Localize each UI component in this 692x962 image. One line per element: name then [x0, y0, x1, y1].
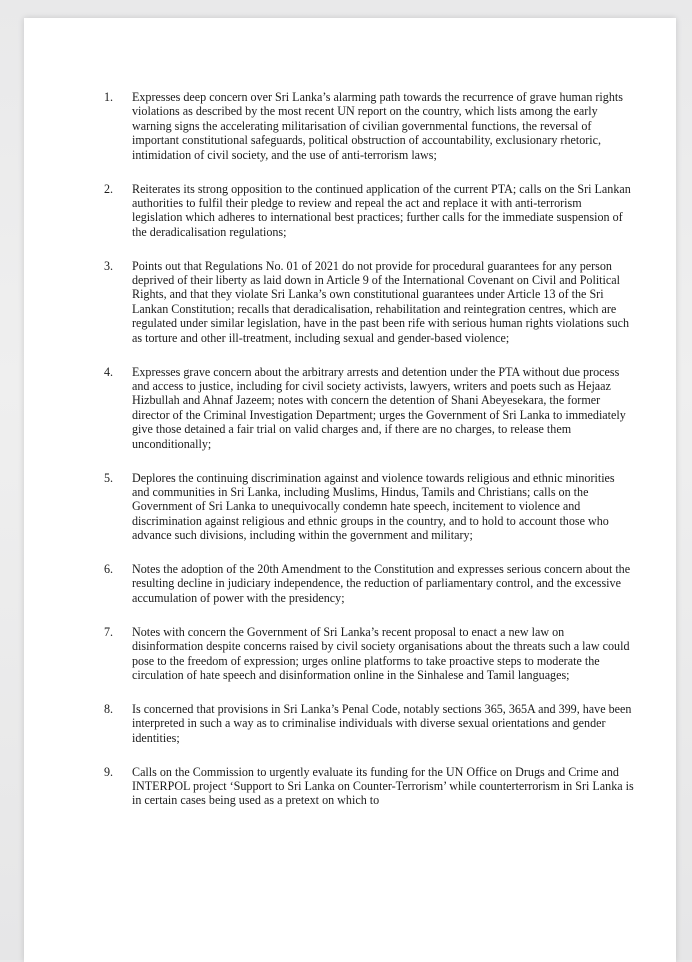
- item-number: 2.: [104, 181, 114, 196]
- list-item: [104, 625, 634, 683]
- list-item: [104, 182, 634, 240]
- list-item: [104, 365, 634, 451]
- resolution-paragraph-list: [104, 90, 634, 827]
- item-text: Notes the adoption of the 20th Amendment to the Constitution and expresses serious concern about the resulting decline in judiciary independence, the reduction of parliamentary control, and the excessive accumulation of power with the presidency;: [132, 562, 631, 605]
- list-item: [104, 90, 634, 162]
- list-item: [104, 765, 634, 808]
- item-text: Calls on the Commission to urgently evaluate its funding for the UN Office on Drugs and Crime and INTERPOL project ‘Support to Sri Lanka on Counter-Terrorism’ while counterterrorism in Sri Lanka is in certain cases being used as a pretext on which to: [132, 764, 634, 808]
- list-item: [104, 562, 634, 605]
- item-number: 7.: [104, 624, 114, 639]
- document-page: [24, 18, 676, 962]
- item-number: 4.: [104, 364, 114, 379]
- item-text: Notes with concern the Government of Sri Lanka’s recent proposal to enact a new law on disinformation despite concerns raised by civil society organisations about the threats such a law could pose to the freedom of expression; urges online platforms to take proactive steps to moderate the circulation of hate speech and disinformation online in the Sinhalese and Tamil languages;: [132, 624, 630, 682]
- item-number: 5.: [104, 470, 114, 485]
- list-item: [104, 259, 634, 345]
- item-number: 1.: [104, 90, 114, 104]
- list-item: [104, 471, 634, 543]
- item-number: 6.: [104, 562, 114, 577]
- item-text: Deplores the continuing discrimination against and violence towards religious and ethnic minorities and communities in Sri Lanka, including Muslims, Hindus, Tamils and Christians; calls on the Government of Sri Lanka to unequivocally condemn hate speech, incitement to violence and discrimination against religious and ethnic groups in the country, and to hold to account those who advance such divisions, including within the government and military;: [132, 470, 615, 543]
- item-number: 3.: [104, 258, 114, 273]
- item-number: 9.: [104, 764, 114, 779]
- item-text: Is concerned that provisions in Sri Lanka’s Penal Code, notably sections 365, 365A and 399, have been interpreted in such a way as to criminalise individuals with diverse sexual orientations and gender identities;: [132, 701, 632, 745]
- item-text: Reiterates its strong opposition to the continued application of the current PTA; calls on the Sri Lankan authorities to fulfil their pledge to review and repeal the act and replace it with anti-terrorism legislation which adheres to international best practices; further calls for the immediate suspension of the deradicalisation regulations;: [132, 181, 631, 239]
- item-text: Points out that Regulations No. 01 of 2021 do not provide for procedural guarantees for any person deprived of their liberty as laid down in Article 9 of the International Covenant on Civil and Political Rights, and that they violate Sri Lanka’s own constitutional guarantees under Article 13 of the Sri Lankan Constitution; recalls that deradicalisation, rehabilitation and reintegration centres, which are regulated under similar legislation, have in the past been rife with serious human rights violations such as torture and other ill-treatment, including sexual and gender-based violence;: [132, 258, 630, 345]
- item-text: Expresses grave concern about the arbitrary arrests and detention under the PTA without due process and access to justice, including for civil society activists, lawyers, writers and poets such as Hejaaz Hizbullah and Ahnaf Jazeem; notes with concern the detention of Shani Abeyesekara, the former director of the Criminal Investigation Department; urges the Government of Sri Lanka to immediately give those detained a fair trial on valid charges and, if there are no charges, to release them unconditionally;: [132, 364, 626, 451]
- item-text: Expresses deep concern over Sri Lanka’s alarming path towards the recurrence of grave human rights violations as described by the most recent UN report on the country, which lists among the early warning signs the accelerating militarisation of civilian governmental functions, the reversal of important constitutional safeguards, political obstruction of accountability, exclusionary rhetoric, intimidation of civil society, and the use of anti-terrorism laws;: [132, 90, 623, 162]
- list-item: [104, 702, 634, 745]
- item-number: 8.: [104, 701, 114, 716]
